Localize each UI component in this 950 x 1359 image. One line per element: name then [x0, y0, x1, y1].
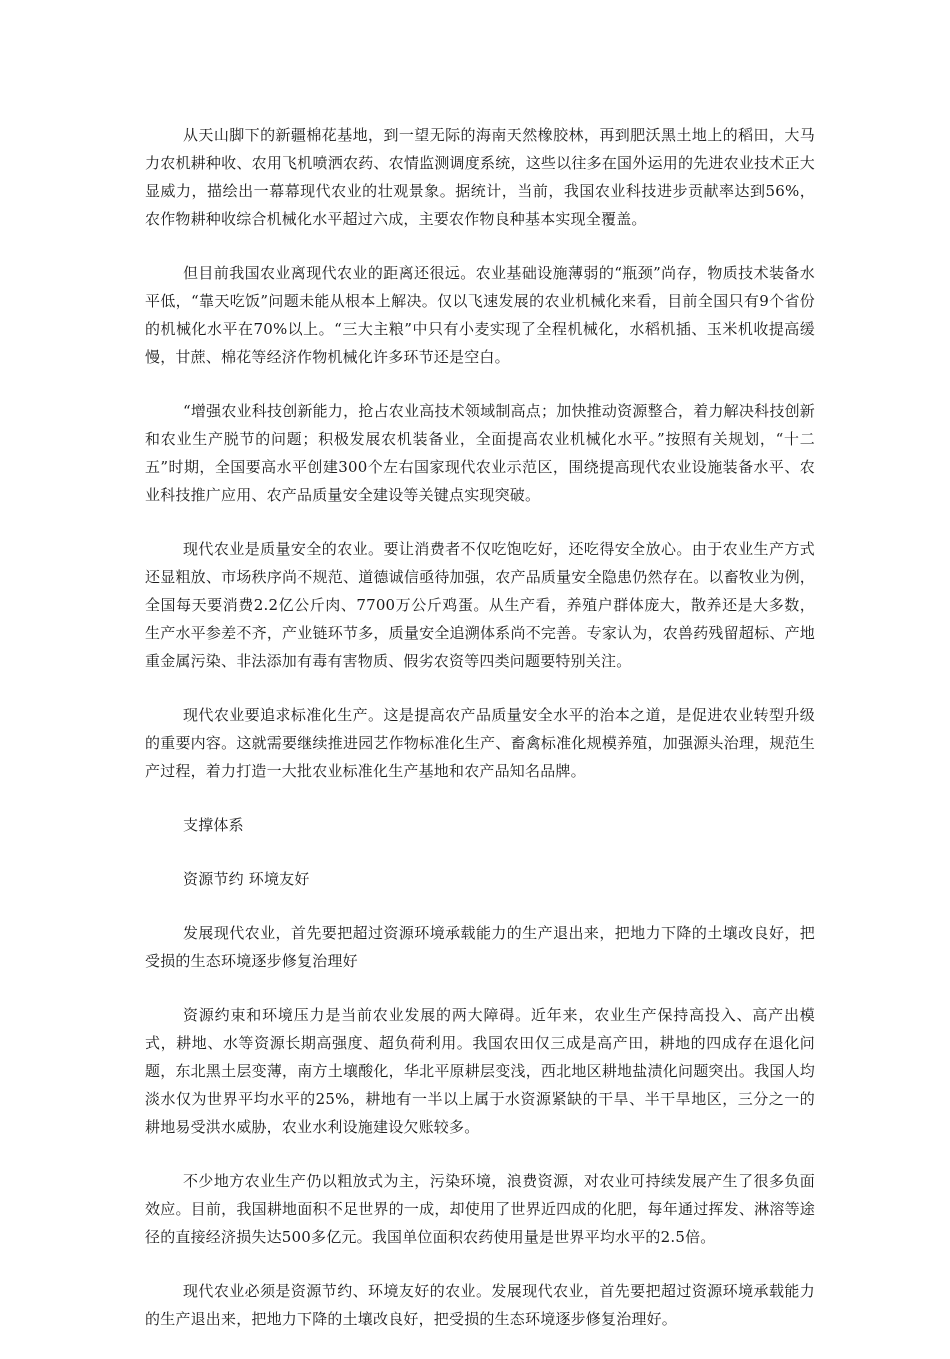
- paragraph-intro: 从天山脚下的新疆棉花基地，到一望无际的海南天然橡胶林，再到肥沃黑土地上的稻田，大马力农机耕种收、农用飞机喷洒农药、农情监测调度系统，这些以往多在国外运用的先进农业技术正大显威力，描绘出一幕幕现代农业的壮观景象。据统计，当前，我国农业科技进步贡献率达到56%，农作物耕种收综合机械化水平超过六成，主要农作物良种基本实现全覆盖。: [145, 126, 815, 228]
- paragraph-plan: “增强农业科技创新能力，抢占农业高技术领域制高点；加快推动资源整合，着力解决科技创新和农业生产脱节的问题；积极发展农机装备业，全面提高农业机械化水平。”按照有关规划，“十二五”时期，全国要高水平创建300个左右国家现代农业示范区，围绕提高现代农业设施装备水平、农业科技推广应用、农产品质量安全建设等关键点实现突破。: [145, 402, 815, 504]
- paragraph-lead: 发展现代农业，首先要把超过资源环境承载能力的生产退出来，把地力下降的土壤改良好，把受损的生态环境逐步修复治理好: [145, 924, 815, 970]
- article-body: [145, 121, 815, 1359]
- paragraph-resource-constraints: 资源约束和环境压力是当前农业发展的两大障碍。近年来，农业生产保持高投入、高产出模式，耕地、水等资源长期高强度、超负荷利用。我国农田仅三成是高产田，耕地的四成存在退化问题，东北黑土层变薄，南方土壤酸化，华北平原耕层变浅，西北地区耕地盐渍化问题突出。我国人均淡水仅为世界平均水平的25%，耕地有一半以上属于水资源紧缺的干旱、半干旱地区，三分之一的耕地易受洪水威胁，农业水利设施建设欠账较多。: [145, 1006, 815, 1136]
- paragraph-quality-safety: 现代农业是质量安全的农业。要让消费者不仅吃饱吃好，还吃得安全放心。由于农业生产方式还显粗放、市场秩序尚不规范、道德诚信亟待加强，农产品质量安全隐患仍然存在。以畜牧业为例，全国每天要消费2.2亿公斤肉、7700万公斤鸡蛋。从生产看，养殖户群体庞大，散养还是大多数，生产水平参差不齐，产业链环节多，质量安全追溯体系尚不完善。专家认为，农兽药残留超标、产地重金属污染、非法添加有毒有害物质、假劣农资等四类问题要特别关注。: [145, 540, 815, 670]
- section-subheading: 资源节约 环境友好: [183, 870, 310, 888]
- paragraph-pollution: 不少地方农业生产仍以粗放式为主，污染环境，浪费资源，对农业可持续发展产生了很多负面效应。目前，我国耕地面积不足世界的一成，却使用了世界近四成的化肥，每年通过挥发、淋溶等途径的直接经济损失达500多亿元。我国单位面积农药使用量是世界平均水平的2.5倍。: [145, 1172, 815, 1246]
- paragraph-conclusion: 现代农业必须是资源节约、环境友好的农业。发展现代农业，首先要把超过资源环境承载能力的生产退出来，把地力下降的土壤改良好，把受损的生态环境逐步修复治理好。: [145, 1282, 815, 1328]
- paragraph-standardization: 现代农业要追求标准化生产。这是提高农产品质量安全水平的治本之道，是促进农业转型升级的重要内容。这就需要继续推进园艺作物标准化生产、畜禽标准化规模养殖，加强源头治理，规范生产过程，着力打造一大批农业标准化生产基地和农产品知名品牌。: [145, 706, 815, 780]
- section-heading: 支撑体系: [183, 816, 244, 834]
- paragraph-gap: 但目前我国农业离现代农业的距离还很远。农业基础设施薄弱的“瓶颈”尚存，物质技术装备水平低，“靠天吃饭”问题未能从根本上解决。仅以飞速发展的农业机械化来看，目前全国只有9个省份的机械化水平在70%以上。“三大主粮”中只有小麦实现了全程机械化，水稻机插、玉米机收提高缓慢，甘蔗、棉花等经济作物机械化许多环节还是空白。: [145, 264, 815, 366]
